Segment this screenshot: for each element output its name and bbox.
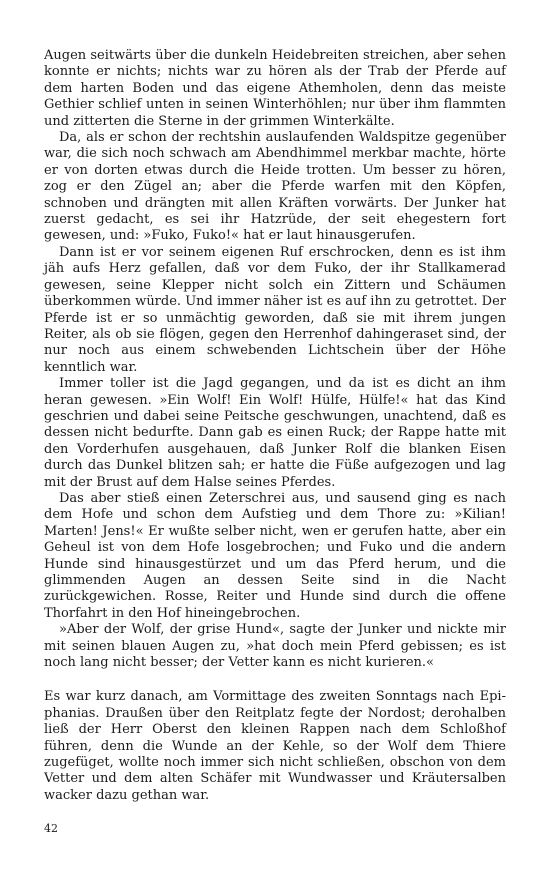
paragraph: Da, als er schon der rechtshin auslaufenden Waldspitze gegenüber war, die sich noch schwach am Abendhimmel merkbar machte, hörte er von dorten etwas durch die Heide trotten. Um besser zu hören, zog er den Zügel an; aber die Pferde warfen mit den Köpfen, schnoben und drängten mit allen Kräften vorwärts. Der Junker hat zuerst gedacht, es sei ihr Hatzrüde, der seit ehegestern fort gewesen, und: »Fuko, Fuko!« hat er laut hinausgerufen. xyxy=(44,130,506,244)
paragraph: »Aber der Wolf, der grise Hund«, sagte der Junker und nickte mir mit seinen blauen Augen zu, »hat doch mein Pferd gebissen; es ist noch lang nicht besser; der Vetter kann es nicht kurieren.« xyxy=(44,622,506,671)
paragraph: Dann ist er vor seinem eigenen Ruf erschrocken, denn es ist ihm jäh aufs Herz gefallen, daß vor dem Fuko, der ihr Stallkamerad gewesen, seine Klepper nicht solch ein Zittern und Schäumen überkommen würde. Und immer näher ist es auf ihn zu getrottet. Der Pferde ist er so unmächtig geworden, daß sie mit ihrem jungen Reiter, als ob sie flögen, gegen den Herrenhof dahingeraset sind, der nur noch aus einem schwebenden Lichtschein über der Höhe kenntlich war. xyxy=(44,244,506,375)
page-body xyxy=(44,48,506,804)
section-break xyxy=(44,671,506,689)
page-number: 42 xyxy=(44,822,58,835)
paragraph: Das aber stieß einen Zeterschrei aus, und sausend ging es nach dem Hofe und schon dem Aufstieg und dem Thore zu: »Kilian! Marten! Jens!« Er wußte selber nicht, wen er gerufen hatte, aber ein Geheul ist von dem Hofe losgebrochen; und Fuko und die andern Hunde sind hinausgestürzet und um das Pferd herum, und die glimmenden Augen an dessen Seite sind in die Nacht zurückgewichen. Rosse, Reiter und Hunde sind durch die offene Thorfahrt in den Hof hineingebrochen. xyxy=(44,490,506,621)
paragraph: Immer toller ist die Jagd gegangen, und da ist es dicht an ihm heran gewesen. »Ein Wolf! Ein Wolf! Hülfe, Hülfe!« hat das Kind geschrien und dabei seine Peitsche geschwungen, unachtend, daß es dessen nicht bedurfte. Dann gab es einen Ruck; der Rappe hatte mit den Vorderhufen ausgehauen, daß Junker Rolf die blanken Eisen durch das Dunkel blitzen sah; er hatte die Füße aufgezogen und lag mit der Brust auf dem Halse seines Pferdes. xyxy=(44,376,506,490)
paragraph: Es war kurz danach, am Vormittage des zweiten Sonntags nach Epiphanias. Draußen über den Reitplatz fegte der Nordost; derohalben ließ der Herr Oberst den kleinen Rappen nach dem Schloßhof führen, denn die Wunde an der Kehle, so der Wolf dem Thiere zugefüget, wollte noch immer sich nicht schließen, obschon von dem Vetter und dem alten Schäfer mit Wundwasser und Kräutersalben wacker dazu gethan war. xyxy=(44,689,506,803)
paragraph: Augen seitwärts über die dunkeln Heidebreiten streichen, aber sehen konnte er nichts; nichts war zu hören als der Trab der Pferde auf dem harten Boden und das eigene Athemholen, denn das meiste Gethier schlief unten in seinen Winterhöhlen; nur über ihm flammten und zitterten die Sterne in der grimmen Winterkälte. xyxy=(44,48,506,129)
